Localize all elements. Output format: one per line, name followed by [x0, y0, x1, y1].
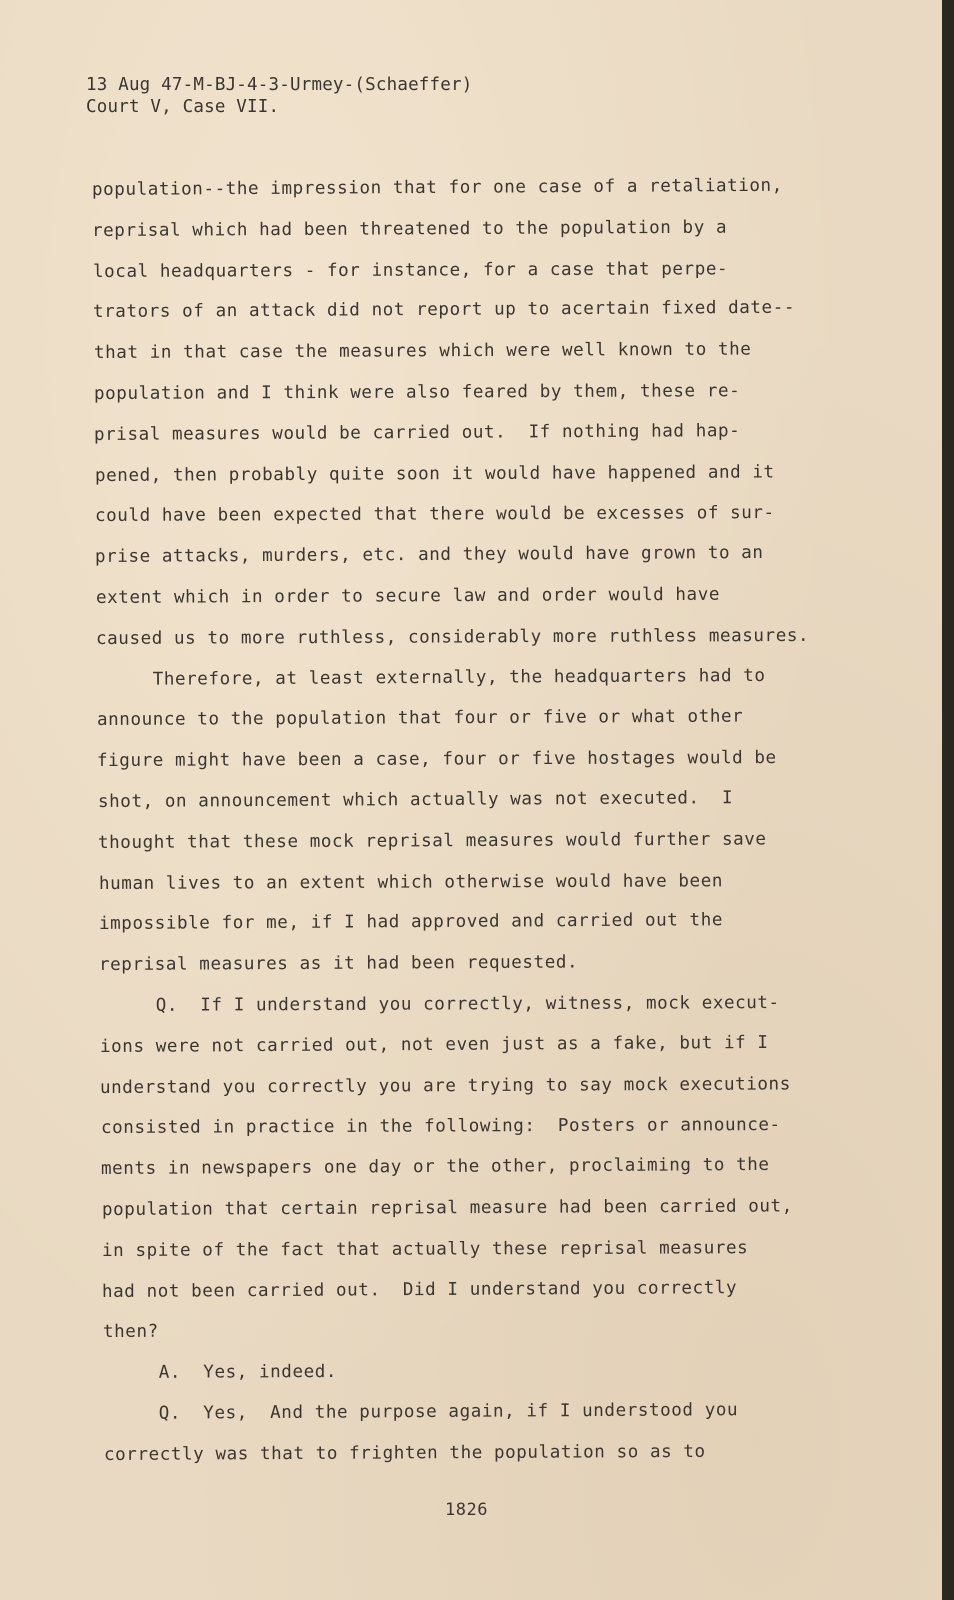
- text-line: consisted in practice in the following: Posters or announce-: [100, 1115, 781, 1139]
- text-line: pened, then probably quite soon it would have happened and it: [94, 462, 775, 486]
- text-line: reprisal which had been threatened to the population by a: [92, 217, 728, 241]
- text-line: ments in newspapers one day or the other, proclaiming to the: [101, 1155, 770, 1180]
- text-line: Q. If I understand you correctly, witness, mock execut-: [99, 992, 780, 1016]
- text-line: local headquarters - for instance, for a case that perpe-: [92, 258, 728, 282]
- document-header: [86, 74, 473, 118]
- header-court-case-line: Court V, Case VII.: [86, 97, 280, 117]
- page-number: 1826: [445, 1500, 488, 1520]
- text-line: in spite of the fact that actually these reprisal measures: [101, 1237, 749, 1261]
- text-line: then?: [102, 1322, 159, 1343]
- text-line: prise attacks, murders, etc. and they would have grown to an: [95, 543, 764, 568]
- scan-edge: [942, 0, 948, 1600]
- text-line: announce to the population that four or five or what other: [96, 706, 744, 731]
- header-reference-line: 13 Aug 47-M-BJ-4-3-Urmey-(Schaeffer): [86, 75, 473, 95]
- text-line: population that certain reprisal measure had been carried out,: [101, 1196, 793, 1220]
- text-line: population--the impression that for one case of a retaliation,: [91, 175, 783, 200]
- text-line: impossible for me, if I had approved and carried out the: [98, 910, 723, 935]
- text-line: human lives to an extent which otherwise would have been: [98, 870, 723, 894]
- text-line: reprisal measures as it had been requested.: [99, 952, 579, 976]
- text-line: Q. Yes, And the purpose again, if I understood you: [103, 1400, 739, 1424]
- text-line: could have been expected that there would be excesses of sur-: [94, 503, 775, 527]
- text-line: prisal measures would be carried out. If nothing had hap-: [94, 420, 741, 445]
- text-line: caused us to more ruthless, considerably more ruthless measures.: [96, 625, 810, 649]
- text-line: Therefore, at least externally, the headquarters had to: [96, 665, 766, 690]
- text-line: correctly was that to frighten the population so as to: [103, 1441, 706, 1465]
- text-line: trators of an attack did not report up to acertain fixed date--: [93, 298, 796, 323]
- text-line: A. Yes, indeed.: [102, 1362, 338, 1384]
- text-line: extent which in order to secure law and order would have: [95, 584, 720, 608]
- text-line: had not been carried out. Did I understand you correctly: [102, 1277, 738, 1302]
- text-line: thought that these mock reprisal measures would further save: [98, 829, 767, 853]
- text-line: figure might have been a case, four or five hostages would be: [97, 748, 778, 772]
- transcript-body: [92, 170, 882, 1476]
- text-line: understand you correctly you are trying to say mock executions: [100, 1073, 792, 1098]
- text-line: shot, on announcement which actually was not executed. I: [97, 788, 733, 812]
- text-line: that in that case the measures which were well known to the: [93, 339, 751, 364]
- text-line: population and I think were also feared by them, these re-: [93, 381, 741, 404]
- text-line: ions were not carried out, not even just as a fake, but if I: [99, 1032, 769, 1057]
